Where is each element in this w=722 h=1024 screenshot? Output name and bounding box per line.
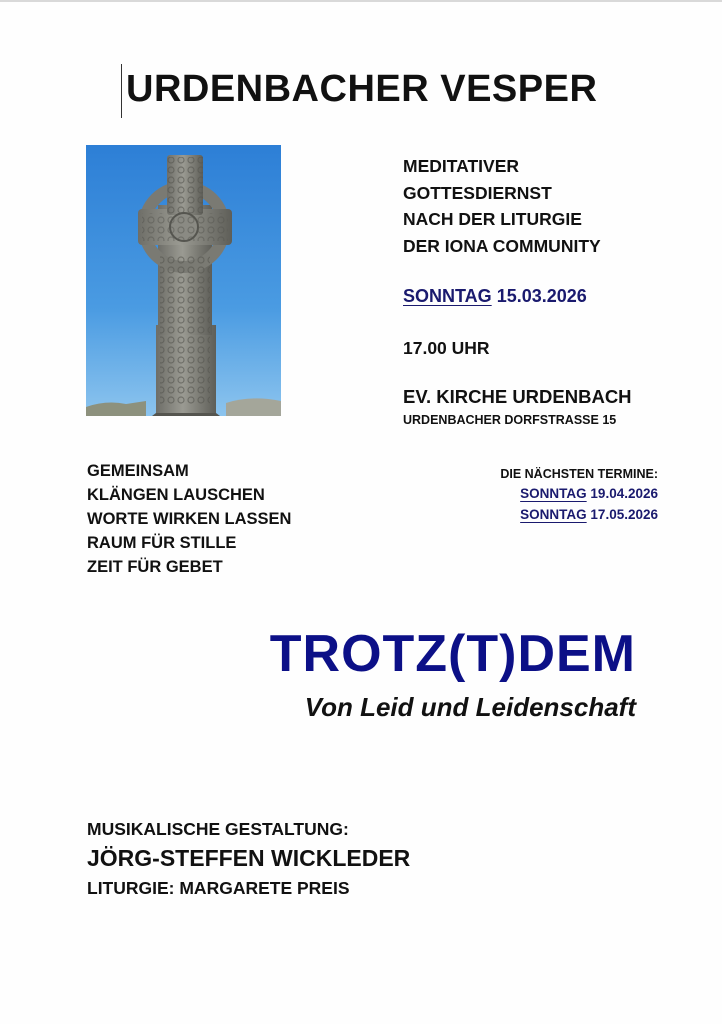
service-date-value: 15.03.2026 (496, 286, 587, 306)
list-item: ZEIT FÜR GEBET (87, 558, 223, 576)
list-item: RAUM FÜR STILLE (87, 534, 237, 552)
service-time: 17.00 UHR (403, 338, 490, 358)
next-date-2-value: 17.05.2026 (590, 507, 658, 522)
list-item: KLÄNGEN LAUSCHEN (87, 486, 265, 504)
page-top-border (0, 0, 722, 2)
celtic-cross-photo (86, 145, 281, 416)
service-description (403, 153, 703, 259)
service-line-1: MEDITATIVER (403, 156, 520, 176)
next-date-2 (500, 504, 658, 525)
next-dates (500, 465, 658, 525)
list-item: WORTE WIRKEN LASSEN (87, 510, 292, 528)
next-date-1-weekday-link[interactable]: SONNTAG (520, 486, 587, 501)
service-weekday-link[interactable]: SONNTAG (403, 286, 492, 306)
theme-subtitle: Von Leid und Leidenschaft (304, 692, 636, 722)
text-cursor (121, 64, 122, 118)
list-item: GEMEINSAM (87, 462, 189, 480)
musician-name: JÖRG-STEFFEN WICKLEDER (87, 845, 411, 871)
next-date-1 (500, 483, 658, 504)
service-line-3: NACH DER LITURGIE (403, 209, 582, 229)
service-line-2: GOTTESDIERNST (403, 182, 552, 203)
service-date (403, 286, 587, 307)
next-date-2-weekday-link[interactable]: SONNTAG (520, 507, 587, 522)
music-label: MUSIKALISCHE GESTALTUNG: (87, 819, 349, 839)
intro-list (87, 459, 291, 579)
page-title: URDENBACHER VESPER (126, 68, 598, 110)
next-dates-title: DIE NÄCHSTEN TERMINE: (500, 467, 658, 481)
liturgy-credit: LITURGIE: MARGARETE PREIS (87, 878, 350, 898)
next-date-1-value: 19.04.2026 (590, 486, 658, 501)
service-location: EV. KIRCHE URDENBACH (403, 386, 632, 407)
service-line-4: DER IONA COMMUNITY (403, 235, 601, 256)
celtic-cross-icon (86, 145, 281, 416)
theme-motto: TROTZ(T)DEM (269, 625, 636, 683)
service-address: URDENBACHER DORFSTRASSE 15 (403, 413, 617, 427)
